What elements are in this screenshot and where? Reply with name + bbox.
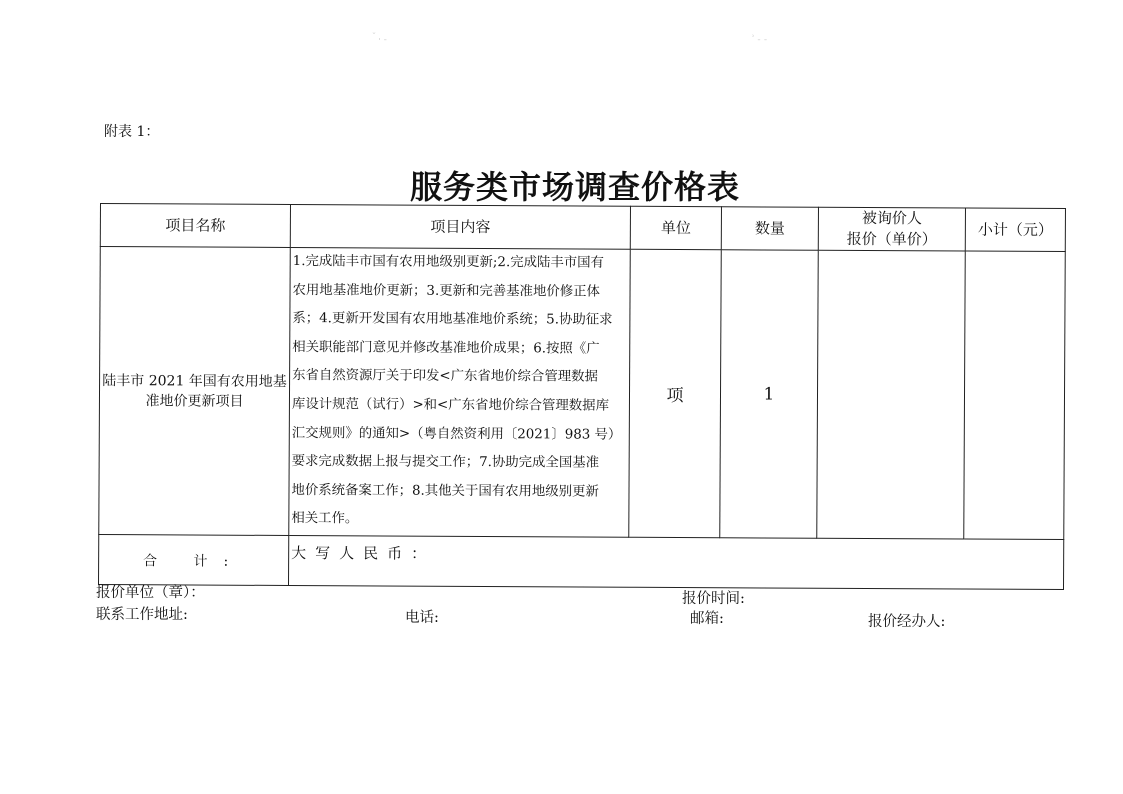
project-name-text: 陆丰市 2021 年国有农用地基准地价更新项目 — [102, 372, 287, 410]
cell-subtotal[interactable] — [964, 251, 1066, 540]
quote-time-label: 报价时间: — [682, 591, 745, 607]
project-content-text: 1.完成陆丰市国有农用地级别更新;2.完成陆丰市国有 农用地基准地价更新；3.更新和完善基准地价修正体 系；4.更新开发国有农用地基准地价系统；5.协助征求 相关职能部门意见并修改基准地价成果；6.按照《广 东省自然资源厅关于印发<广东省地价综合管理数据 库设计规范（试行）>和<广东省地价综合管理数据库 汇交规则》的通知>（粤自然资利用〔2021〕983 号） 要求完成数据上报与提交工作；7.协助完成全国基准 地价系统备案工作；8.其他关于国有农用地级别更新 相关工作。 — [291, 254, 622, 527]
scan-mark-left: ˘ ˌ ˍ — [372, 32, 388, 41]
quantity-value: 1 — [763, 383, 775, 405]
unit-value: 项 — [666, 385, 684, 407]
cell-project-name — [99, 247, 291, 536]
header-quantity: 数量 — [721, 207, 818, 251]
price-table — [98, 203, 1066, 590]
cell-quantity — [720, 250, 819, 539]
header-subtotal: 小计（元） — [965, 208, 1065, 252]
quote-unit-label: 报价单位（章）： — [96, 585, 205, 601]
total-row — [99, 534, 1064, 589]
contact-address-label: 联系工作地址: — [96, 607, 188, 623]
table-row — [99, 247, 1065, 540]
mailbox-label: 邮箱: — [690, 611, 724, 627]
header-project-content: 项目内容 — [290, 204, 630, 249]
header-quote: 被询价人 报价（单价） — [818, 207, 965, 251]
cell-unit — [629, 249, 722, 537]
handler-label: 报价经办人: — [868, 614, 946, 630]
cell-quote[interactable] — [817, 250, 966, 539]
annex-label: 附表 1： — [104, 124, 160, 140]
total-amount-words[interactable]: 大写人民币： — [288, 535, 1063, 589]
total-label: 合 计: — [142, 552, 245, 570]
header-unit: 单位 — [630, 206, 721, 249]
phone-label: 电话: — [405, 610, 439, 626]
scan-mark-right: ˒ ˍ ˍ — [752, 32, 768, 41]
header-project-name: 项目名称 — [100, 204, 290, 248]
cell-project-content — [289, 247, 631, 537]
total-label-cell — [99, 534, 289, 585]
page-title: 服务类市场调查价格表 — [410, 168, 741, 206]
table-header-row — [100, 204, 1065, 252]
